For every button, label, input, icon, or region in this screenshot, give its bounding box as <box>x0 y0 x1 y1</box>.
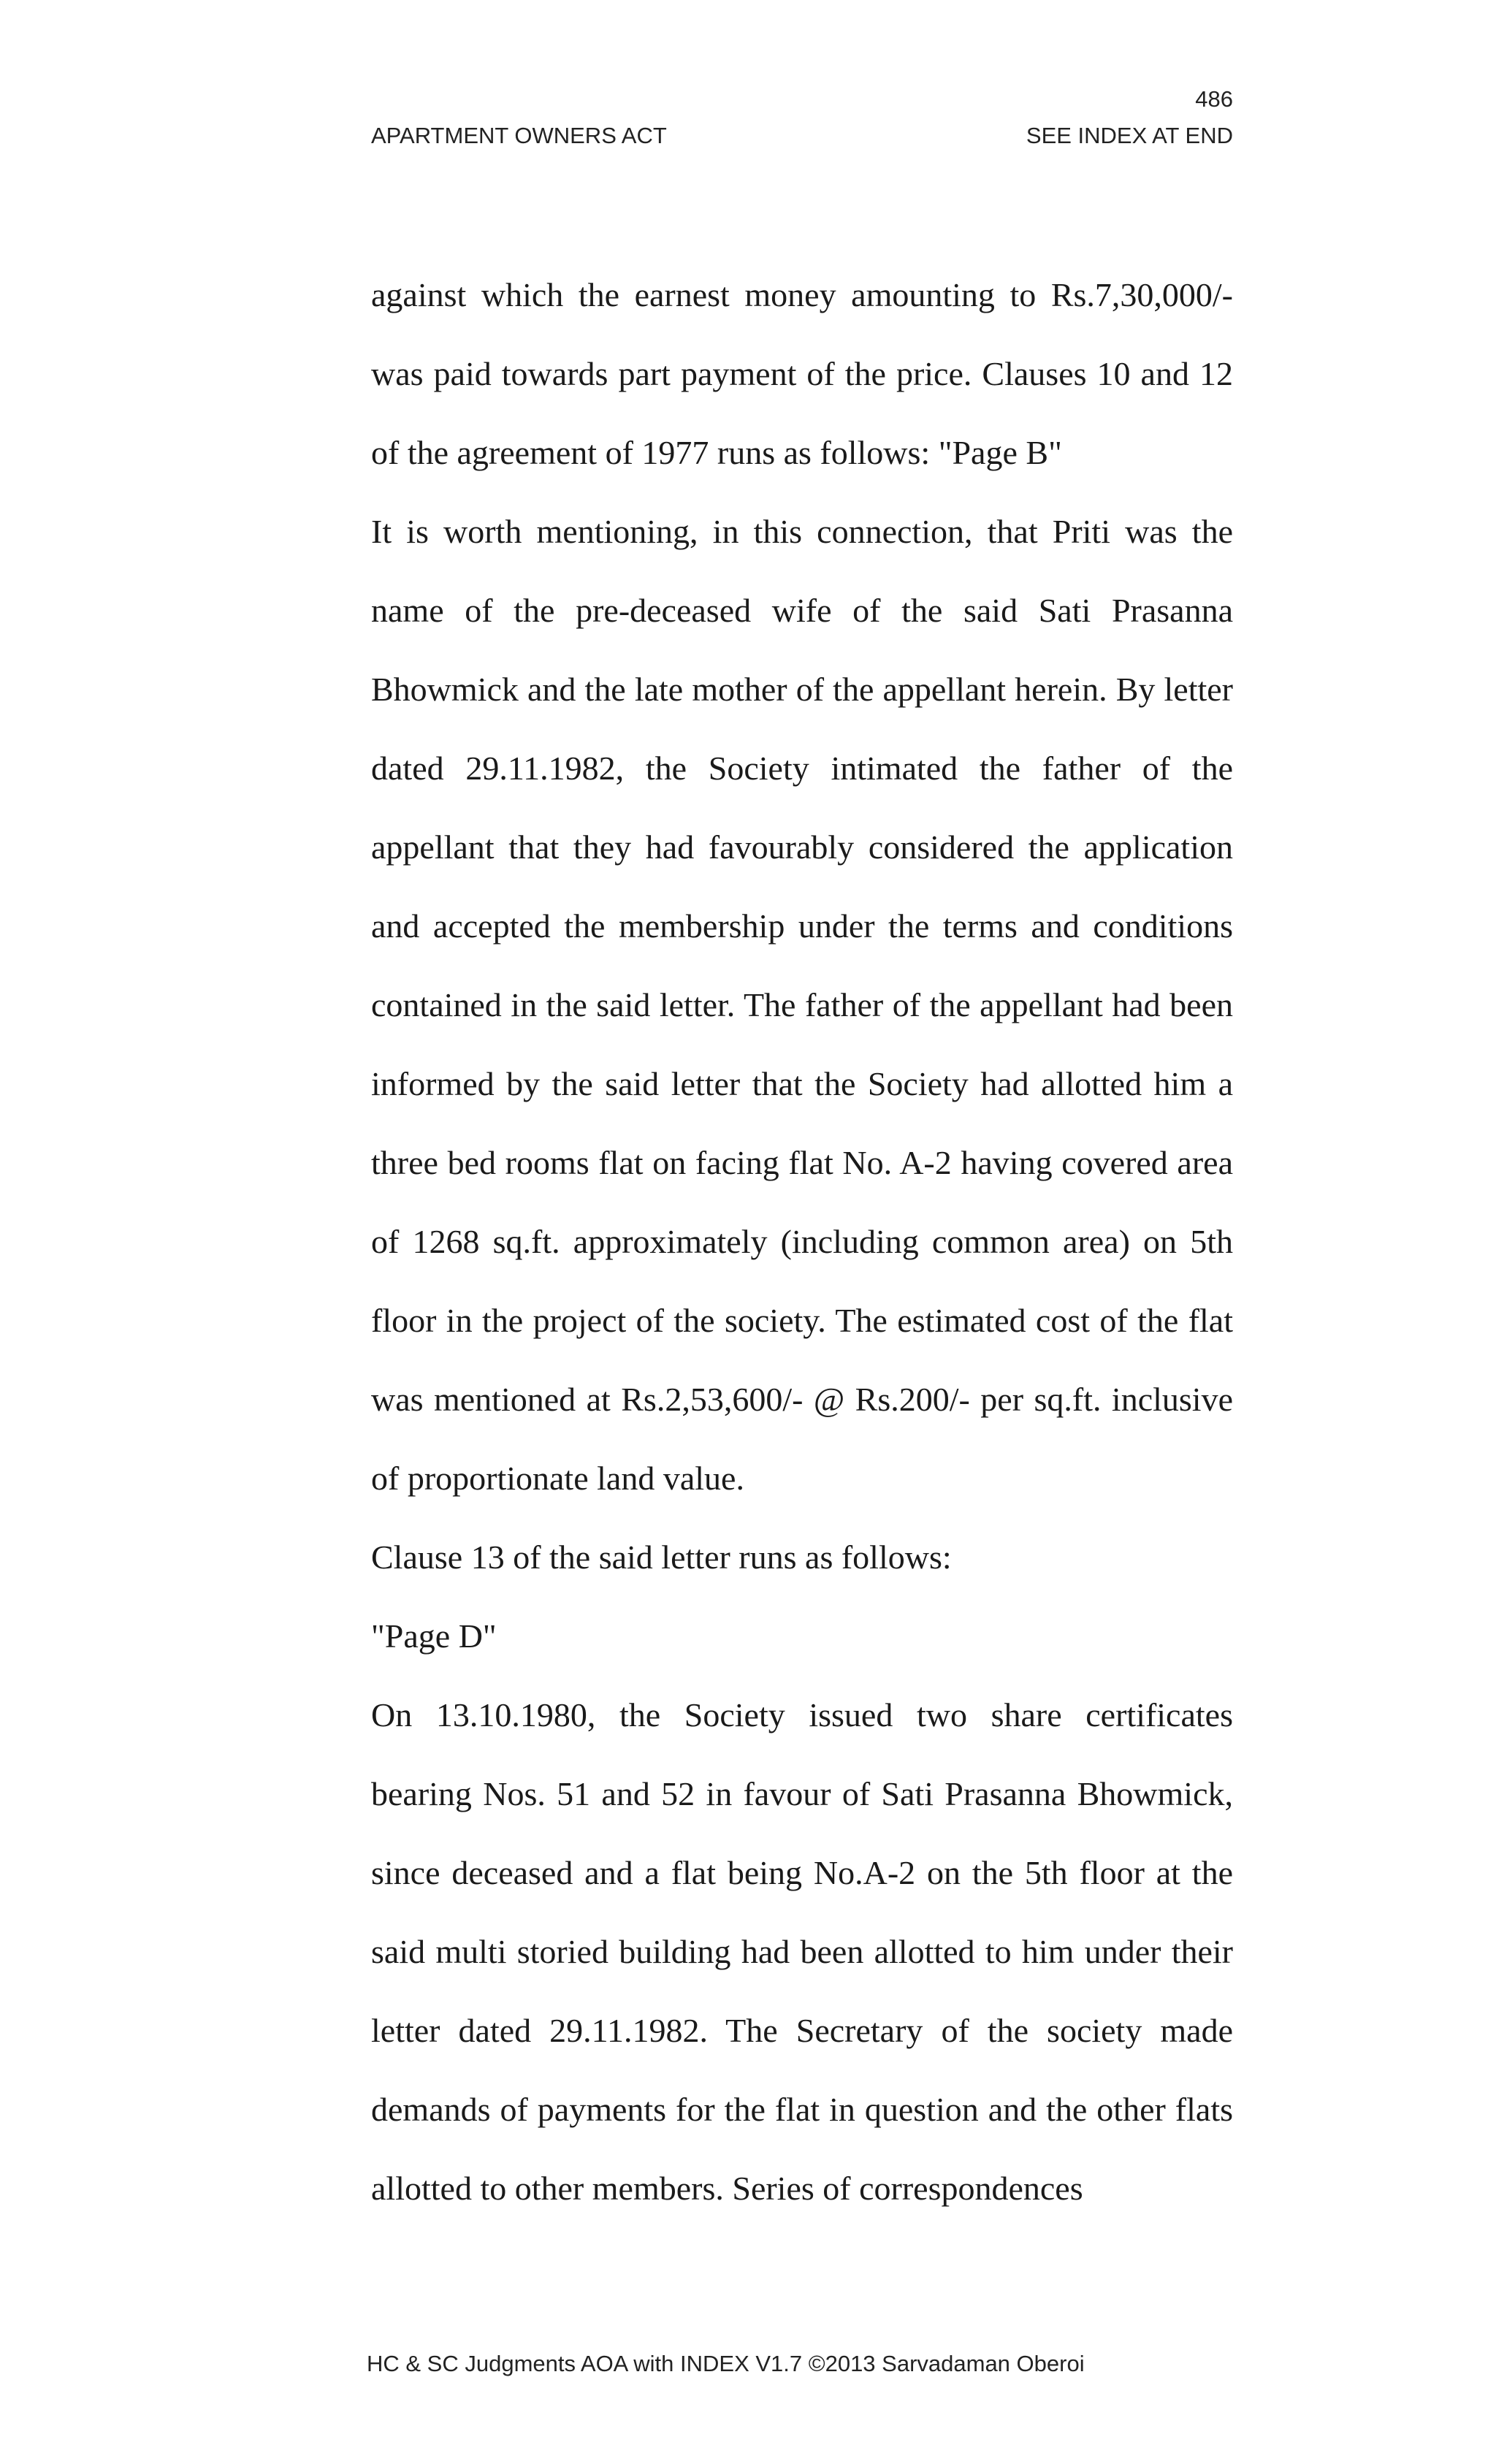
header-right: SEE INDEX AT END <box>1026 123 1233 148</box>
paragraph-1: against which the earnest money amounting to Rs.7,30,000/- was paid towards part payment of the price. Clauses 10 and 12 of the agreement of 1977 runs as follows: "Page B" <box>371 276 1233 471</box>
header-left: APARTMENT OWNERS ACT <box>371 123 667 148</box>
paragraph-5: On 13.10.1980, the Society issued two share certificates bearing Nos. 51 and 52 in favour of Sati Prasanna Bhowmick, since deceased and a flat being No.A-2 on the 5th floor at the said multi storied building had been allotted to him under their letter dated 29.11.1982. The Secretary of the society made demands of payments for the flat in question and the other flats allotted to other members. Series of correspondences <box>371 1696 1233 2207</box>
paragraph-4: "Page D" <box>371 1617 497 1655</box>
page-number: 486 <box>1195 86 1233 112</box>
page-footer: HC & SC Judgments AOA with INDEX V1.7 ©2013 Sarvadaman Oberoi <box>367 2351 1085 2376</box>
paragraph-2: It is worth mentioning, in this connection, that Priti was the name of the pre-deceased wife of the said Sati Prasanna Bhowmick and the late mother of the appellant herein. By letter dated 29.11.1982, the Society intimated the father of the appellant that they had favourably considered the application and accepted the membership under the terms and conditions contained in the said letter. The father of the appellant had been informed by the said letter that the Society had allotted him a three bed rooms flat on facing flat No. A-2 having covered area of 1268 sq.ft. approximately (including common area) on 5th floor in the project of the society. The estimated cost of the flat was mentioned at Rs.2,53,600/- @ Rs.200/- per sq.ft. inclusive of proportionate land value. <box>371 513 1233 1497</box>
paragraph-3: Clause 13 of the said letter runs as follows: <box>371 1538 952 1576</box>
running-header <box>371 123 1233 149</box>
document-body <box>371 256 1233 2228</box>
